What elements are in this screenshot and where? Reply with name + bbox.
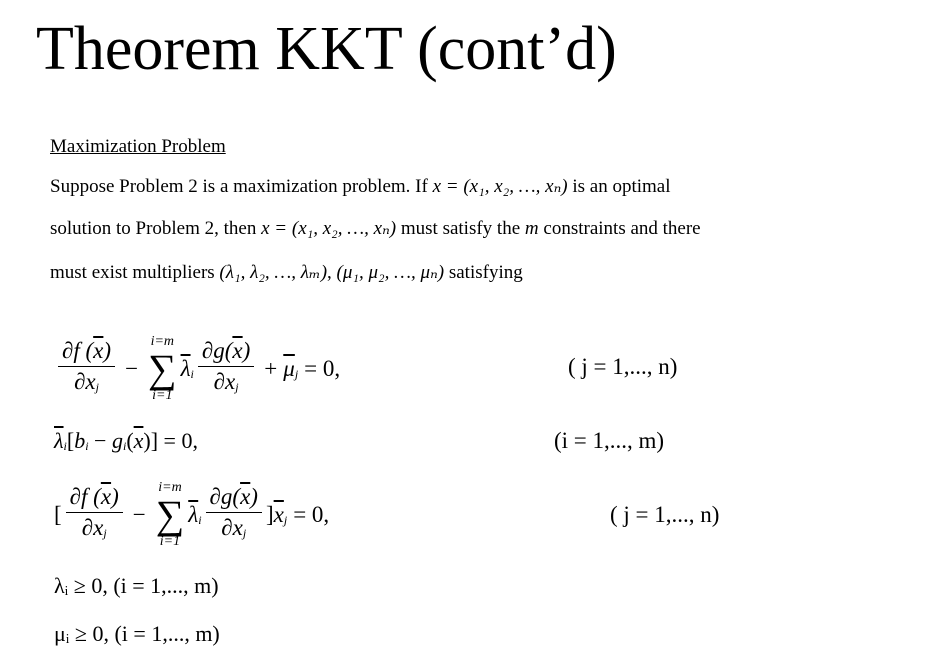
- line3-text-a: must exist multipliers: [50, 262, 215, 283]
- vector-x-1: x = (x₁, x₂, …, xₙ): [432, 176, 568, 197]
- sum-lower-limit-2: i=1: [159, 534, 181, 549]
- paragraph-line-2: [50, 217, 701, 241]
- line3-text-b: satisfying: [448, 262, 523, 283]
- line2-text-b: must satisfy the: [400, 218, 521, 239]
- summation-2: i=m ∑ i=1: [155, 480, 185, 549]
- vector-x-2: x = (x₁, x₂, …, xₙ): [261, 218, 397, 239]
- vector-lambda: (λ₁, λ₂, …, λₘ): [219, 262, 328, 283]
- line2-text-c: constraints and there: [543, 218, 701, 239]
- fraction-dg-2: $\frac{\partial g(\overline{x})}{\partial xj}$: [206, 484, 262, 546]
- condition-j-2: ( j = 1,..., n): [610, 502, 720, 527]
- sum-upper-limit-2: i=m: [158, 480, 182, 495]
- sum-lower-limit-1: i=1: [152, 388, 173, 403]
- condition-j-1: ( j = 1,..., n): [568, 354, 678, 379]
- equation-lambda-nonneg: λᵢ ≥ 0, (i = 1,..., m): [54, 573, 219, 598]
- equation-1: $\frac{\partial f (\overline{x})}{\partial xj}$ − i=m ∑ i=1 $\overline{\lambda}i$ $\frac{\partial g(\overline{x})}{\partial xj}$ + $\overline{\mu}j$ = 0,: [54, 334, 346, 404]
- line2-text-a: solution to Problem 2, then: [50, 218, 257, 239]
- line1-text-b: is an optimal: [572, 176, 671, 197]
- condition-i: (i = 1,..., m): [554, 428, 665, 453]
- paragraph-line-1: [50, 175, 671, 199]
- equation-3: [ $\frac{\partial f (\overline{x})}{\partial xj}$ − i=m ∑ i=1 $\overline{\lambda}i$ $\frac{\partial g(\overline{x})}{\partial xj}$ ] $\overline{x}j$ = 0,: [54, 480, 330, 549]
- summation-1: i=m ∑ i=1: [148, 334, 177, 403]
- slide-title: Theorem KKT (cont’d): [36, 15, 617, 83]
- subheading: Maximization Problem: [50, 136, 226, 157]
- equation-mu-nonneg: μᵢ ≥ 0, (i = 1,..., m): [54, 621, 220, 646]
- fraction-df: $\frac{\partial f (\overline{x})}{\partial xj}$: [58, 338, 115, 400]
- paragraph-line-3: must exist multipliers (λ₁, λ₂, …, λₘ), (μ₁, μ₂, …, μₙ) satisfying: [50, 262, 523, 283]
- fraction-dg: $\frac{\partial g(\overline{x})}{\partial xj}$: [198, 338, 254, 400]
- line2-m: m: [524, 218, 539, 239]
- equation-2: $\overline{\lambda}i[bi - gi(\overline{x})] = 0$,: [54, 428, 198, 453]
- fraction-df-2: $\frac{\partial f (\overline{x})}{\partial xj}$: [66, 484, 123, 546]
- vector-mu: (μ₁, μ₂, …, μₙ): [336, 262, 445, 283]
- sum-upper-limit-1: i=m: [150, 334, 175, 349]
- line1-text-a: Suppose Problem 2 is a maximization problem. If: [50, 176, 428, 197]
